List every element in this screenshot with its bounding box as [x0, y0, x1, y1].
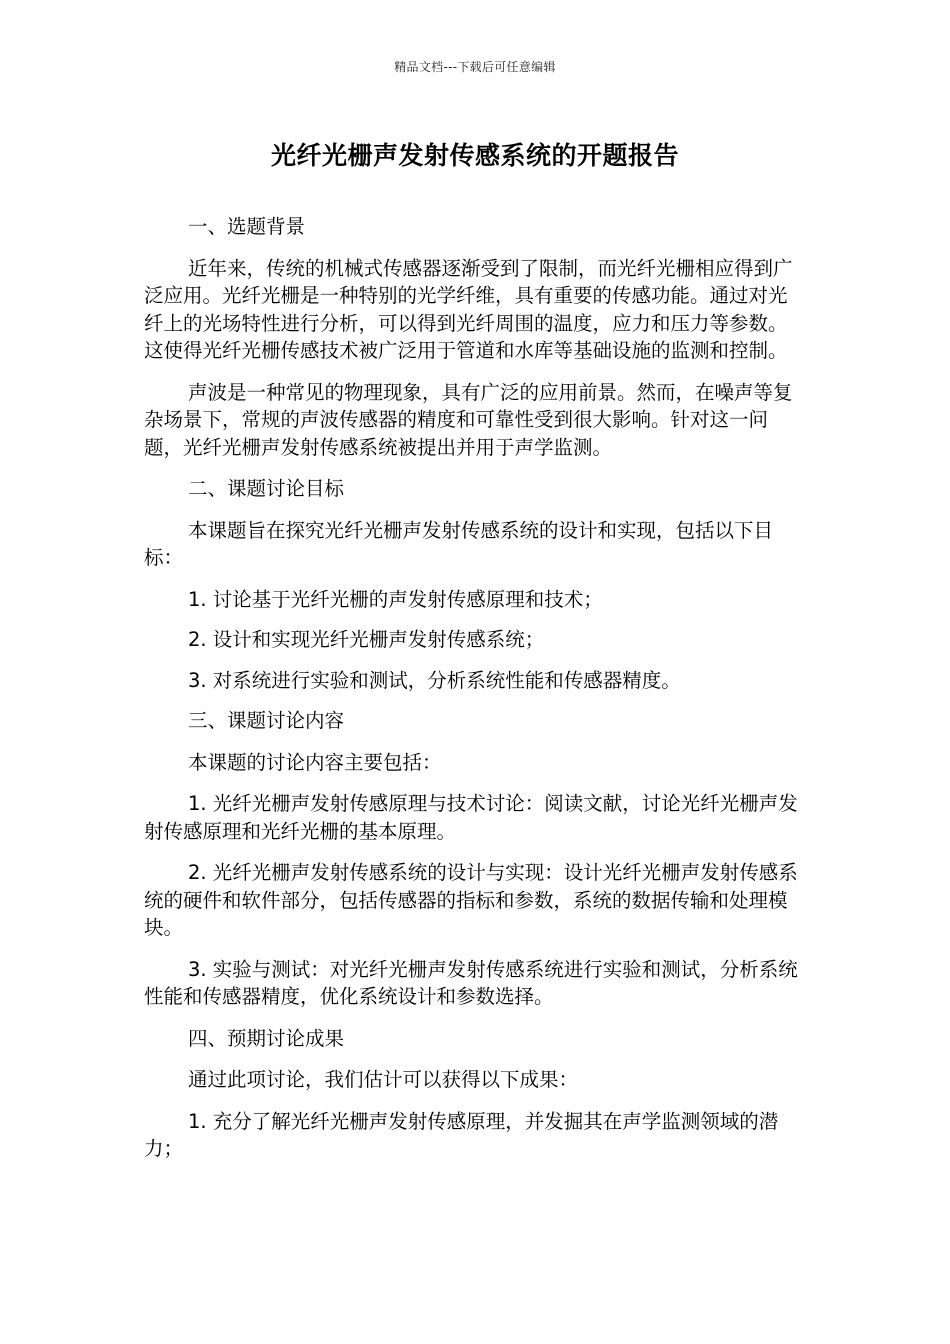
paragraph-content-intro: 本课题的讨论内容主要包括： — [188, 750, 442, 774]
page-header: 精品文档---下载后可任意编辑 — [394, 60, 556, 74]
content-item-1: 1. 光纤光栅声发射传感原理与技术讨论：阅读文献，讨论光纤光栅声发射传感原理和光纤光栅的基本原理。 — [144, 792, 798, 843]
document-title: 光纤光栅声发射传感系统的开题报告 — [270, 141, 679, 170]
paragraph-background-1: 近年来，传统的机械式传感器逐渐受到了限制，而光纤光栅相应得到广泛应用。光纤光栅是一种特别的光学纤维，具有重要的传感功能。通过对光纤上的光场特性进行分析，可以得到光纤周围的温度，应力和压力等参数。这使得光纤光栅传感技术被广泛用于管道和水库等基础设施的监测和控制。 — [144, 256, 793, 362]
section-heading-results: 四、预期讨论成果 — [188, 1026, 345, 1050]
goal-item-3: 3. 对系统进行实验和测试，分析系统性能和传感器精度。 — [188, 668, 681, 692]
content-item-3: 3. 实验与测试：对光纤光栅声发射传感系统进行实验和测试，分析系统性能和传感器精度，优化系统设计和参数选择。 — [144, 957, 798, 1008]
section-heading-background: 一、选题背景 — [188, 215, 306, 238]
goal-item-1: 1. 讨论基于光纤光栅的声发射传感原理和技术； — [188, 587, 603, 611]
section-heading-goals: 二、课题讨论目标 — [188, 477, 345, 500]
content-item-2: 2. 光纤光栅声发射传感系统的设计与实现：设计光纤光栅声发射传感系统的硬件和软件部分，包括传感器的指标和参数，系统的数据传输和处理模块。 — [144, 861, 798, 939]
result-item-1: 1. 充分了解光纤光栅声发射传感原理，并发掘其在声学监测领域的潜力； — [144, 1109, 779, 1160]
document-body — [144, 213, 798, 1177]
section-heading-content: 三、课题讨论内容 — [188, 709, 345, 732]
paragraph-results-intro: 通过此项讨论，我们估计可以获得以下成果： — [188, 1068, 579, 1091]
paragraph-background-2: 声波是一种常见的物理现象，具有广泛的应用前景。然而，在噪声等复杂场景下，常规的声波传感器的精度和可靠性受到很大影响。针对这一问题，光纤光栅声发射传感系统被提出并用于声学监测。 — [144, 380, 793, 459]
goal-item-2: 2. 设计和实现光纤光栅声发射传感系统； — [188, 628, 545, 651]
paragraph-goals-intro: 本课题旨在探究光纤光栅声发射传感系统的设计和实现，包括以下目标： — [144, 518, 774, 569]
